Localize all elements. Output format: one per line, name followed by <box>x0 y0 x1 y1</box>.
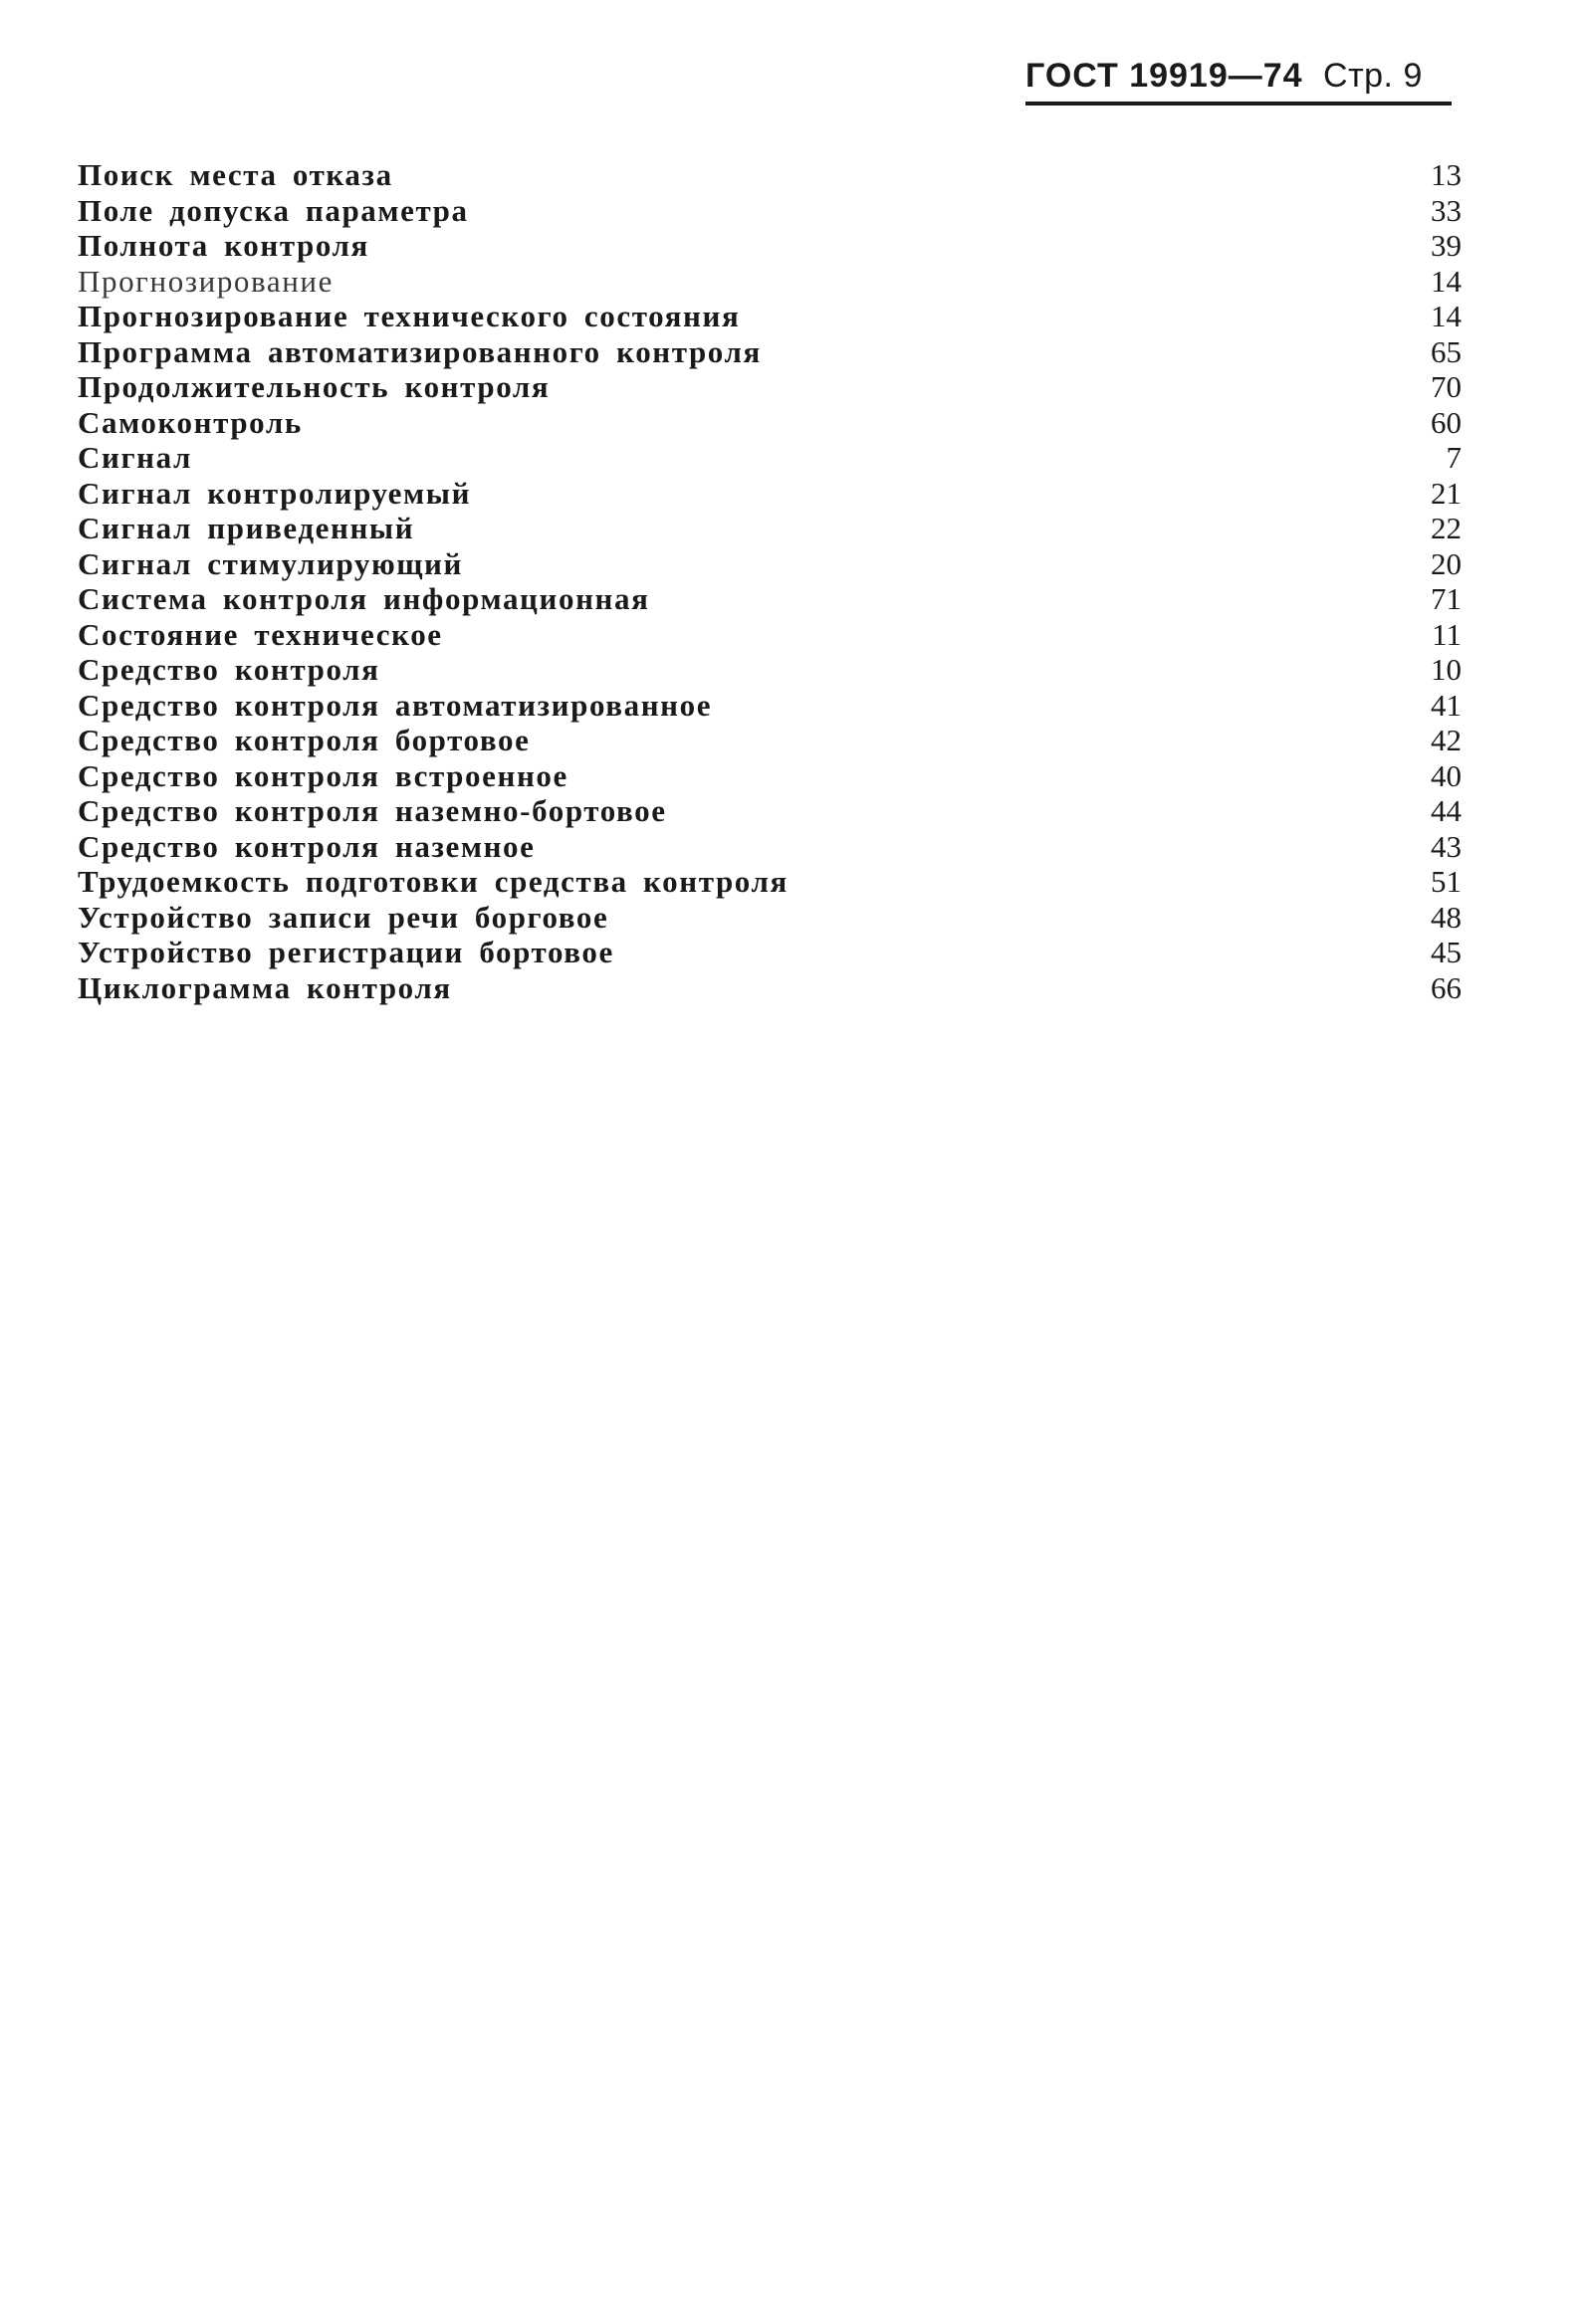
index-term: Устройство записи речи борговое <box>78 899 609 935</box>
index-entry <box>78 581 1462 617</box>
index-term: Прогнозирование технического состояния <box>78 299 741 333</box>
index-reference-number: 66 <box>1431 969 1462 1005</box>
index-term: Средство контроля наземное <box>78 828 536 864</box>
index-term: Средство контроля автоматизированное <box>78 687 713 723</box>
index-reference-number: 21 <box>1431 475 1462 511</box>
index-entry <box>78 829 1462 865</box>
index-entry <box>78 334 1462 370</box>
index-entry <box>78 405 1462 441</box>
index-entry <box>78 476 1462 512</box>
index-entry <box>78 864 1462 900</box>
index-term: Средство контроля бортовое <box>78 723 531 757</box>
index-reference-number: 71 <box>1431 581 1462 616</box>
index-entry <box>78 617 1462 653</box>
index-reference-number: 10 <box>1431 652 1462 687</box>
index-term: Сигнал <box>78 440 192 475</box>
index-term: Самоконтроль <box>78 404 303 440</box>
index-term: Программа автоматизированного контроля <box>78 333 762 369</box>
index-term: Средство контроля <box>78 652 380 687</box>
index-reference-number: 48 <box>1431 899 1462 935</box>
index-reference-number: 45 <box>1431 935 1462 969</box>
index-reference-number: 70 <box>1431 369 1462 404</box>
index-entry <box>78 299 1462 334</box>
index-reference-number: 65 <box>1431 333 1462 369</box>
index-entry <box>78 440 1462 476</box>
index-entry <box>78 157 1462 193</box>
index-reference-number: 51 <box>1431 864 1462 899</box>
index-reference-number: 14 <box>1431 263 1462 299</box>
index-entry <box>78 546 1462 582</box>
index-term: Устройство регистрации бортовое <box>78 935 614 969</box>
index-term: Прогнозирование <box>78 263 334 299</box>
index-term: Сигнал приведенный <box>78 511 415 545</box>
index-entry <box>78 688 1462 724</box>
index-entry <box>78 793 1462 829</box>
page-number: Стр. 9 <box>1323 57 1423 95</box>
index-entry <box>78 369 1462 405</box>
index-entry <box>78 970 1462 1006</box>
index-reference-number: 39 <box>1431 228 1462 263</box>
index-reference-number: 42 <box>1431 723 1462 757</box>
index-reference-number: 60 <box>1431 404 1462 440</box>
index-term: Сигнал стимулирующий <box>78 545 463 581</box>
index-term: Полнота контроля <box>78 228 369 263</box>
index-reference-number: 33 <box>1431 192 1462 228</box>
index-entry <box>78 193 1462 229</box>
index-entry <box>78 935 1462 970</box>
index-term: Сигнал контролируемый <box>78 475 472 511</box>
index-entry <box>78 228 1462 264</box>
page-header <box>1025 48 1454 104</box>
index-reference-number: 13 <box>1431 157 1462 192</box>
index-reference-number: 40 <box>1431 757 1462 793</box>
term-index-list <box>78 157 1462 1005</box>
index-term: Система контроля информационная <box>78 581 650 616</box>
index-reference-number: 43 <box>1431 828 1462 864</box>
index-term: Средство контроля наземно-бортовое <box>78 793 667 828</box>
index-term: Поиск места отказа <box>78 157 393 192</box>
index-term: Циклограмма контроля <box>78 969 452 1005</box>
index-entry <box>78 758 1462 794</box>
index-reference-number: 44 <box>1431 793 1462 828</box>
index-term: Средство контроля встроенное <box>78 757 568 793</box>
index-reference-number: 14 <box>1431 299 1462 333</box>
header-divider <box>1025 102 1452 106</box>
index-term: Продолжительность контроля <box>78 369 551 404</box>
index-reference-number: 22 <box>1431 511 1462 545</box>
index-entry <box>78 900 1462 936</box>
standard-number: ГОСТ 19919—74 <box>1025 57 1303 95</box>
index-entry <box>78 652 1462 688</box>
index-entry <box>78 723 1462 758</box>
index-term: Поле допуска параметра <box>78 192 469 228</box>
index-reference-number: 20 <box>1431 545 1462 581</box>
index-reference-number: 7 <box>1446 440 1462 475</box>
index-term: Трудоемкость подготовки средства контроля <box>78 864 789 899</box>
index-entry <box>78 511 1462 546</box>
index-reference-number: 11 <box>1432 616 1462 652</box>
index-entry <box>78 264 1462 300</box>
index-reference-number: 41 <box>1431 687 1462 723</box>
index-term: Состояние техническое <box>78 616 443 652</box>
